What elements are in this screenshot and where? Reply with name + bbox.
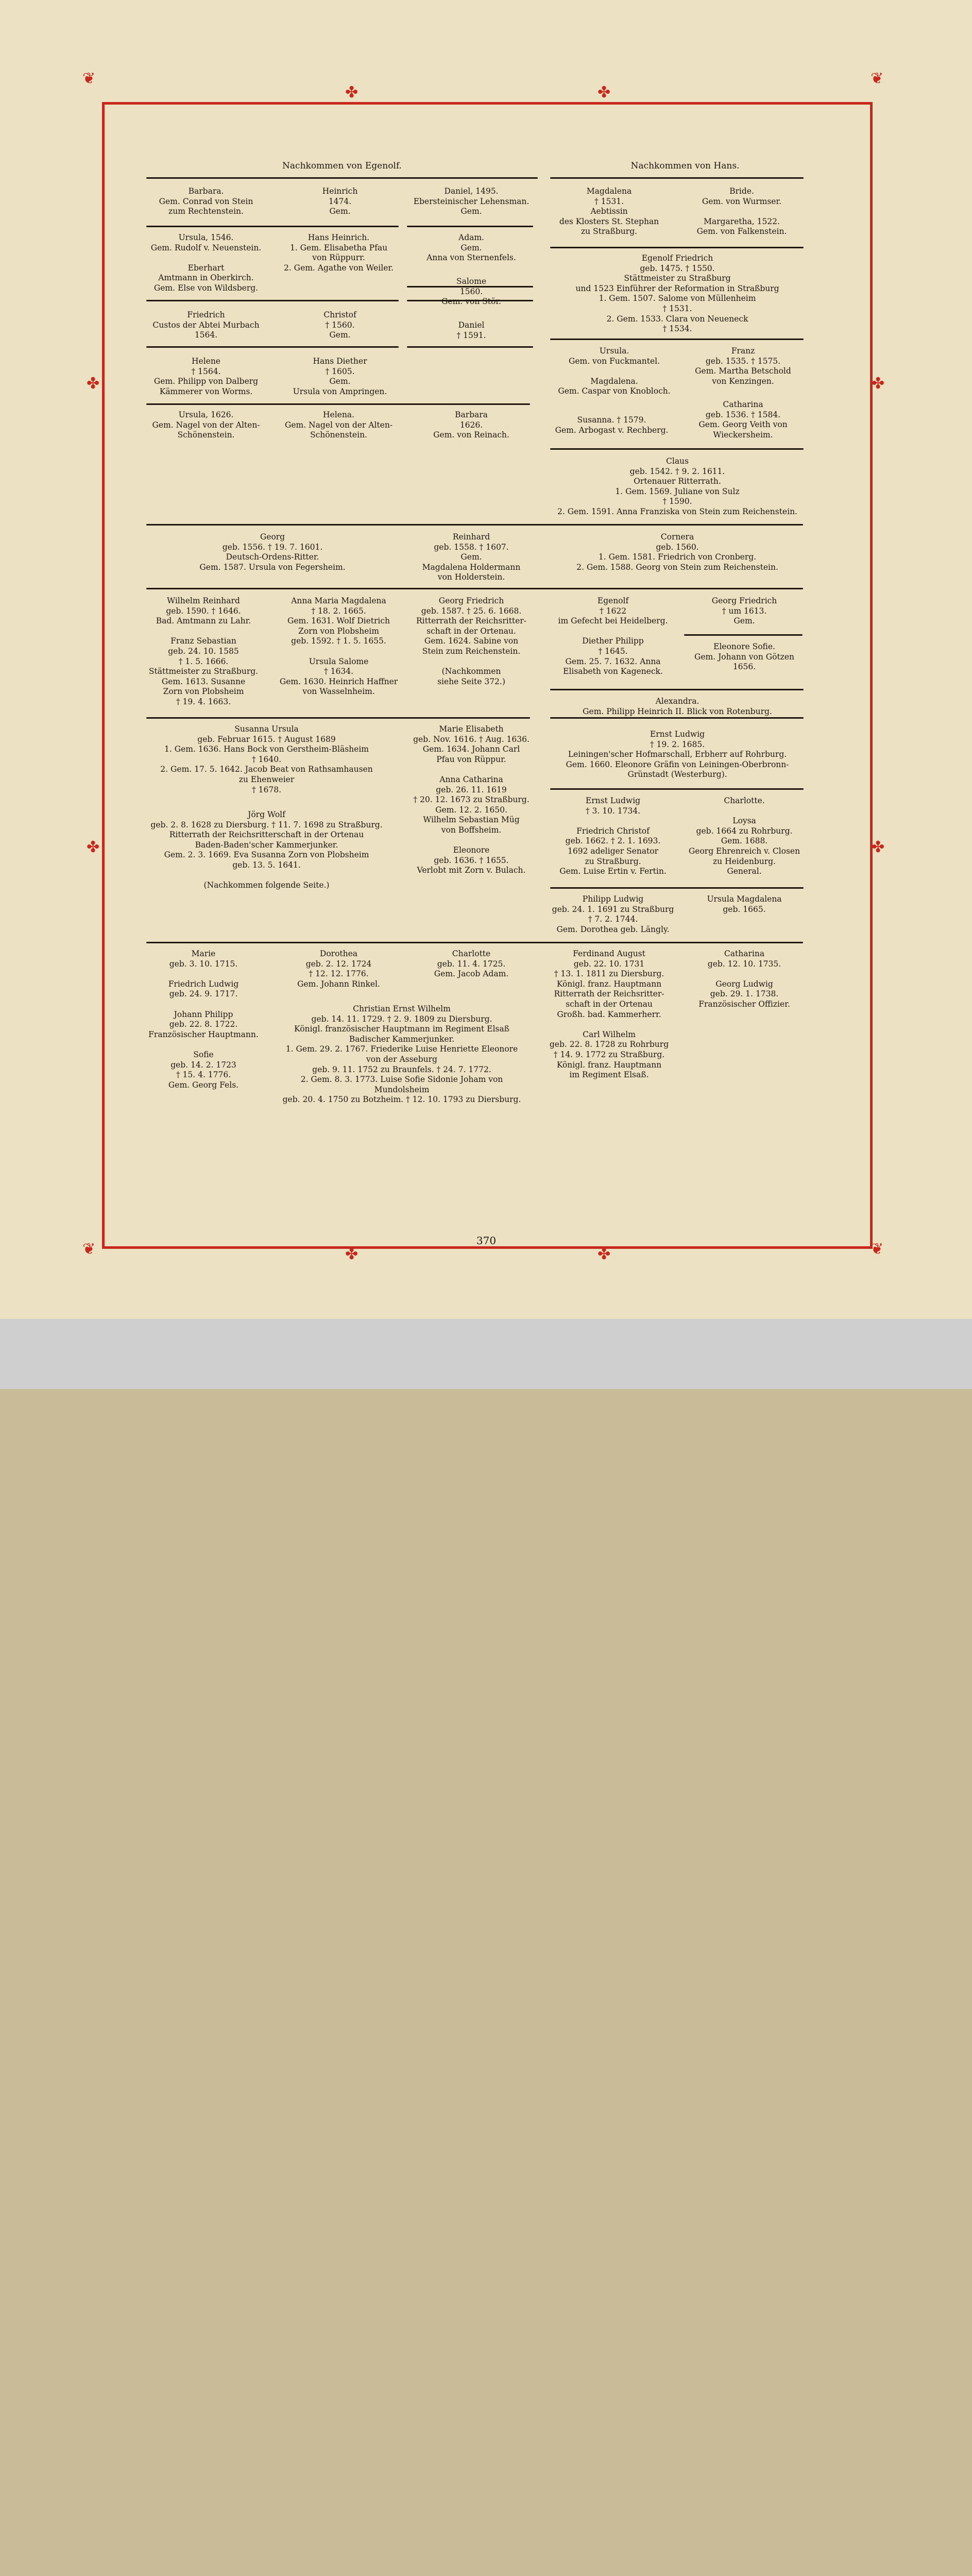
section-rule [146, 300, 399, 301]
entry-magdalena: Magdalena † 1531. Aebtissin des Klosters St. Stephan zu Straßburg. [559, 187, 659, 236]
entry-ursula-1546: Ursula, 1546. Gem. Rudolf v. Neuenstein. Eberhart Amtmann in Oberkirch. Gem. Else von Wildsberg. [150, 233, 262, 293]
entry-salome: Salome 1560. Gem. von Stör. [441, 277, 501, 307]
entry-charlotte-loysa: Charlotte. Loysa geb. 1664 zu Rohrburg. Gem. 1688. Georg Ehrenreich v. Closen zu Heidenburg. General. [688, 796, 800, 876]
section-rule [550, 448, 804, 450]
entry-catharina-1735: Catharina geb. 12. 10. 1735. Georg Ludwig geb. 29. 1. 1738. Französischer Offizier. [698, 949, 790, 1009]
corner-ornament-top-right: ❦ [871, 70, 884, 88]
section-rule [146, 346, 399, 348]
header-egenolf: Nachkommen von Egenolf. [282, 161, 402, 171]
entry-eleonore-sofie: Eleonore Sofie. Gem. Johann von Götzen 1656. [694, 642, 795, 672]
entry-helene: Helene † 1564. Gem. Philipp von Dalberg Kämmerer von Worms. [154, 357, 259, 396]
entry-ernst-ludwig-1734: Ernst Ludwig † 3. 10. 1734. Friedrich Christof geb. 1662. † 2. 1. 1693. 1692 adeliger Senator zu Straßburg. Gem. Luise Ertin v. Fertin. [559, 796, 667, 876]
top-ornament: ✤ [345, 83, 359, 101]
entry-daniel-1495: Daniel, 1495. Ebersteinischer Lehensman. Gem. [413, 187, 530, 216]
entry-helena: Helena. Gem. Nagel von der Alten- Schönenstein. [284, 410, 393, 440]
entry-christian-ernst-wilhelm: Christian Ernst Wilhelm geb. 14. 11. 1729. † 2. 9. 1809 zu Diersburg. Königl. französischer Hauptmann im Regiment Elsaß Badischer Kammerjunker. 1. Gem. 29. 2. 1767. Friederike Luise Henriette Eleonore von der Asseburg geb. 9. 11. 1752 zu Braunfels. † 24. 7. 1772. 2. Gem. 8. 3. 1773. Luise Sofie Sidonie Joham von Mundolsheim geb. 20. 4. 1750 zu Botzheim. † 12. 10. 1793 zu Diersburg. [282, 1004, 521, 1105]
section-rule [146, 524, 803, 526]
section-rule [550, 689, 804, 690]
entry-joerg-wolf: Jörg Wolf geb. 2. 8. 1628 zu Diersburg. † 11. 7. 1698 zu Straßburg. Ritterrath der Reichsritterschaft in der Ortenau Baden-Baden'scher Kammerjunker. Gem. 2. 3. 1669. Eva Susanna Zorn von Plobsheim geb. 13. 5. 1641. (Nachkommen folgende Seite.) [150, 810, 383, 890]
entry-marie: Marie geb. 3. 10. 1715. Friedrich Ludwig geb. 24. 9. 1717. Johann Philipp geb. 22. 8. 1722. Französischer Hauptmann. Sofie geb. 14. 2. 1723 † 15. 4. 1776. Gem. Georg Fels. [148, 949, 259, 1090]
entry-ernst-ludwig-1685: Ernst Ludwig † 19. 2. 1685. Leiningen'scher Hofmarschall, Erbherr auf Rohrburg. Gem. 1660. Eleonore Gräfin von Leiningen-Oberbronn- Grünstadt (Westerburg). [566, 730, 789, 779]
side-ornament: ✤ [87, 838, 100, 856]
section-rule [550, 338, 804, 340]
entry-hans-diether: Hans Diether † 1605. Gem. Ursula von Ampringen. [293, 357, 387, 396]
entry-philipp-ludwig: Philipp Ludwig geb. 24. 1. 1691 zu Straßburg † 7. 2. 1744. Gem. Dorothea geb. Längly. [552, 894, 674, 934]
section-rule [550, 717, 804, 719]
section-rule [407, 226, 533, 227]
top-ornament: ✤ [598, 83, 611, 101]
entry-heinrich: Heinrich 1474. Gem. [322, 187, 358, 216]
entry-dorothea: Dorothea geb. 2. 12. 1724 † 12. 12. 1776. Gem. Johann Rinkel. [297, 949, 380, 989]
corner-ornament-top-left: ❦ [82, 70, 96, 88]
entry-georg: Georg geb. 1556. † 19. 7. 1601. Deutsch-Ordens-Ritter. Gem. 1587. Ursula von Fegersheim. [199, 532, 346, 572]
entry-adam: Adam. Gem. Anna von Sternenfels. [427, 233, 516, 263]
entry-georg-friedrich-1613: Georg Friedrich † um 1613. Gem. [711, 596, 777, 626]
section-rule [146, 942, 803, 943]
entry-catharina: Catharina geb. 1536. † 1584. Gem. Georg Veith von Wieckersheim. [698, 400, 788, 439]
entry-cornera: Cornera geb. 1560. 1. Gem. 1581. Friedrich von Cronberg. 2. Gem. 1588. Georg von Stein zum Reichenstein. [576, 532, 778, 572]
section-rule [146, 717, 530, 719]
entry-claus: Claus geb. 1542. † 9. 2. 1611. Ortenauer Ritterrath. 1. Gem. 1569. Juliane von Sulz † 1590. 2. Gem. 1591. Anna Franziska von Stein zum Reichenstein. [557, 456, 797, 516]
section-rule [550, 788, 804, 790]
entry-wilhelm-reinhard: Wilhelm Reinhard geb. 1590. † 1646. Bad. Amtmann zu Lahr. Franz Sebastian geb. 24. 10. 1585 † 1. 5. 1666. Stättmeister zu Straßburg. Gem. 1613. Susanne Zorn von Plobsheim † 19. 4. 1663. [148, 596, 259, 706]
section-rule [684, 634, 803, 636]
entry-egenolf-friedrich: Egenolf Friedrich geb. 1475. † 1550. Stättmeister zu Straßburg und 1523 Einführer der Reformation in Straßburg 1. Gem. 1507. Salome von Müllenheim † 1531. 2. Gem. 1533. Clara von Neueneck † 1534. [575, 253, 779, 334]
corner-ornament-bottom-right: ❦ [871, 1240, 884, 1258]
bottom-ornament: ✤ [598, 1245, 611, 1263]
bottom-ornament: ✤ [345, 1245, 359, 1263]
entry-bride: Bride. Gem. von Wurmser. Margaretha, 1522. Gem. von Falkenstein. [696, 187, 787, 236]
section-rule [550, 177, 804, 179]
page-number: 370 [476, 1234, 497, 1247]
entry-susanna-ursula: Susanna Ursula geb. Februar 1615. † August 1689 1. Gem. 1636. Hans Bock von Gerstheim-Bläsheim † 1640. 2. Gem. 17. 5. 1642. Jacob Beat von Rathsamhausen zu Ehenweier † 1678. [160, 724, 373, 794]
entry-georg-friedrich: Georg Friedrich geb. 1587. † 25. 6. 1668. Ritterrath der Reichsritter- schaft in der Ortenau. Gem. 1624. Sabine von Stein zum Reichenstein. (Nachkommen siehe Seite 372.) [416, 596, 526, 686]
entry-charlotte: Charlotte geb. 11. 4. 1725. Gem. Jacob Adam. [434, 949, 509, 979]
entry-ferdinand-august: Ferdinand August geb. 22. 10. 1731 † 13. 1. 1811 zu Diersburg. Königl. franz. Hauptmann Ritterrath der Reichsritter- schaft in der Ortenau Großh. bad. Kammerherr. Carl Wilhelm geb. 22. 8. 1728 zu Rohrburg † 14. 9. 1772 zu Straßburg. Königl. franz. Hauptmann im Regiment Elsaß. [549, 949, 669, 1080]
section-rule [146, 226, 399, 227]
entry-ursula-fuckmantel: Ursula. Gem. von Fuckmantel. Magdalena. Gem. Caspar von Knobloch. [558, 346, 671, 396]
entry-reinhard: Reinhard geb. 1558. † 1607. Gem. Magdalena Holdermann von Holderstein. [422, 532, 521, 582]
side-ornament: ✤ [872, 375, 885, 393]
corner-ornament-bottom-left: ❦ [82, 1240, 96, 1258]
entry-barbara: Barbara. Gem. Conrad von Stein zum Rechtenstein. [159, 187, 253, 216]
entry-ursula-1626: Ursula, 1626. Gem. Nagel von der Alten- Schönenstein. [152, 410, 260, 440]
side-ornament: ✤ [87, 375, 100, 393]
entry-daniel: Daniel † 1591. [456, 320, 486, 340]
entry-alexandra: Alexandra. Gem. Philipp Heinrich II. Blick von Rotenburg. [583, 697, 772, 716]
entry-christof: Christof † 1560. Gem. [323, 310, 356, 340]
section-rule [146, 177, 538, 179]
side-ornament: ✤ [872, 838, 885, 856]
entry-egenolf: Egenolf † 1622 im Gefecht bei Heidelberg. Diether Philipp † 1645. Gem. 25. 7. 1632. Anna Elisabeth von Kageneck. [558, 596, 668, 676]
entry-ursula-magdalena: Ursula Magdalena geb. 1665. [707, 894, 782, 914]
entry-anna-maria-magdalena: Anna Maria Magdalena † 18. 2. 1665. Gem. 1631. Wolf Dietrich Zorn von Plobsheim geb. 1592. † 1. 5. 1655. Ursula Salome † 1634. Gem. 1630. Heinrich Haffner von Wasselnheim. [279, 596, 398, 697]
header-hans: Nachkommen von Hans. [630, 161, 740, 171]
entry-hans-heinrich: Hans Heinrich. 1. Gem. Elisabetha Pfau von Rüppurr. 2. Gem. Agathe von Weiler. [283, 233, 394, 273]
entry-friedrich: Friedrich Custos der Abtei Murbach 1564. [152, 310, 260, 340]
section-rule [407, 346, 533, 348]
entry-barbara-1626: Barbara 1626. Gem. von Reinach. [433, 410, 509, 440]
footer-bar [0, 1319, 972, 1389]
entry-franz: Franz geb. 1535. † 1575. Gem. Martha Betschold von Kenzingen. [695, 346, 791, 386]
entry-susanna: Susanna. † 1579. Gem. Arbogast v. Rechberg. [555, 415, 669, 435]
section-rule [146, 588, 803, 589]
section-rule [146, 403, 530, 405]
section-rule [550, 887, 804, 889]
section-rule [550, 247, 804, 248]
entry-marie-elisabeth: Marie Elisabeth geb. Nov. 1616. † Aug. 1636. Gem. 1634. Johann Carl Pfau von Rüppur. Anna Catharina geb. 26. 11. 1619 † 20. 12. 1673 zu Straßburg. Gem. 12. 2. 1650. Wilhelm Sebastian Müg von Boffsheim. Eleonore geb. 1636. † 1655. Verlobt mit Zorn v. Bulach. [413, 724, 530, 875]
